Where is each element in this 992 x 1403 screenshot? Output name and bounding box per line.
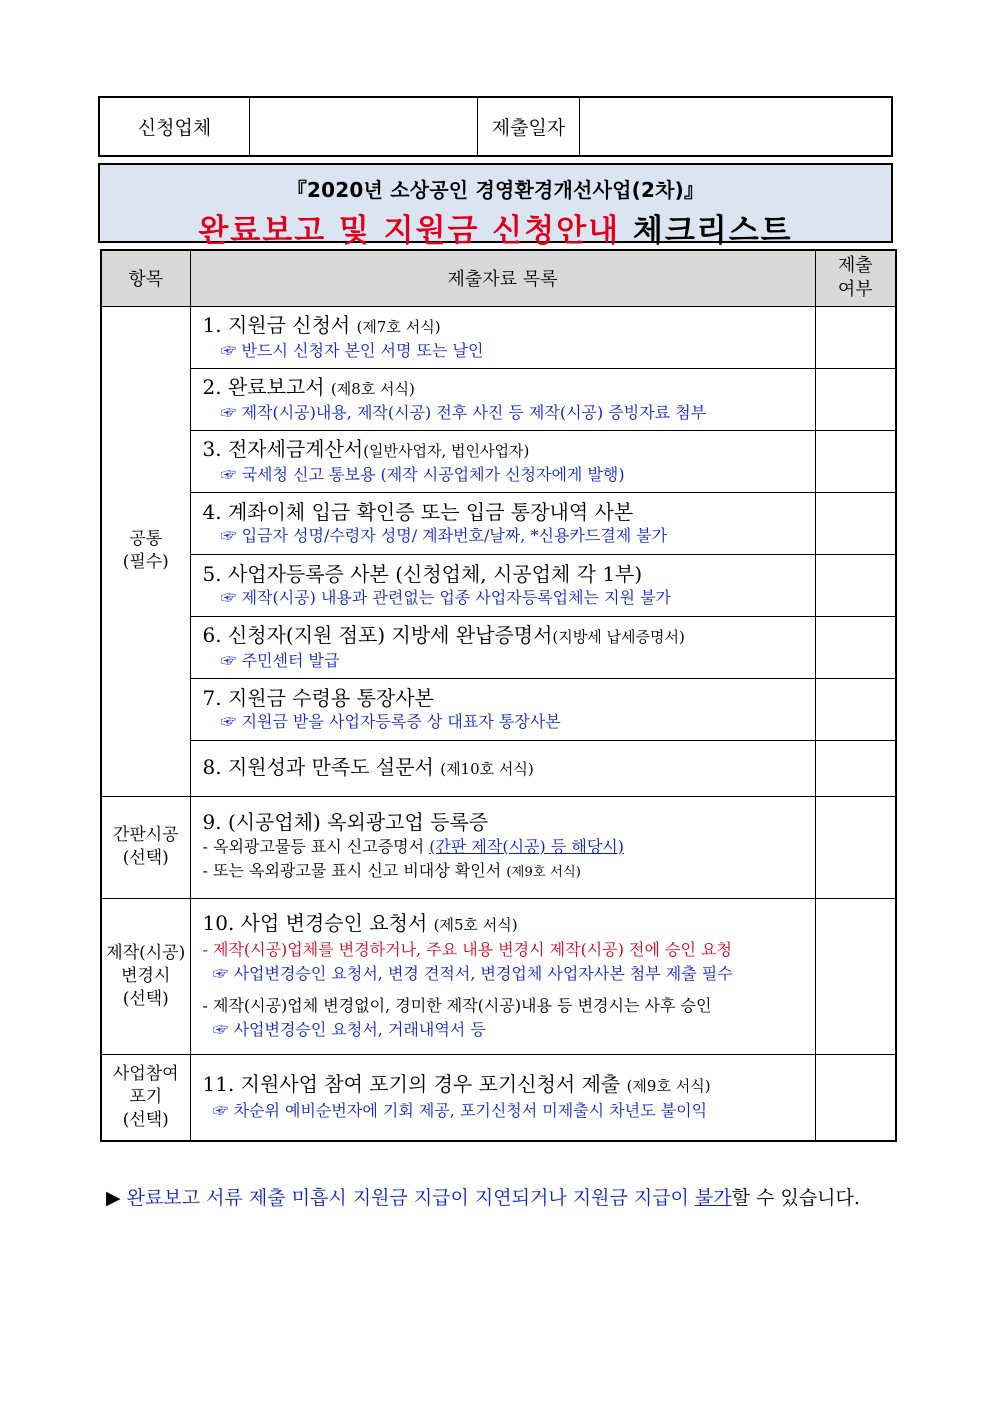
category-signage: 간판시공 (선택): [101, 796, 190, 898]
submission-date-field[interactable]: [580, 98, 891, 155]
table-row: [101, 306, 896, 368]
table-row: [101, 740, 896, 796]
header-submitted: 제출 여부: [815, 250, 896, 306]
submit-check-6[interactable]: [815, 616, 896, 678]
table-row: [101, 898, 896, 1054]
applicant-field[interactable]: [250, 98, 478, 155]
table-row: [101, 1054, 896, 1141]
applicant-label: 신청업체: [100, 98, 250, 155]
checklist-item-6: 6. 신청자(지원 점포) 지방세 완납증명서(지방세 납세증명서) ☞ 주민센터 발급: [190, 616, 815, 678]
title-black-part: 체크리스트: [632, 213, 793, 249]
table-row: [101, 678, 896, 740]
checklist-item-3: 3. 전자세금계산서(일반사업자, 법인사업자) ☞ 국세청 신고 통보용 (제작 시공업체가 신청자에게 발행): [190, 430, 815, 492]
header-documents: 제출자료 목록: [190, 250, 815, 306]
applicant-info-table: [98, 96, 893, 157]
submit-check-11[interactable]: [815, 1054, 896, 1141]
category-common: 공통 (필수): [101, 306, 190, 796]
submit-check-3[interactable]: [815, 430, 896, 492]
checklist-item-2: 2. 완료보고서 (제8호 서식) ☞ 제작(시공)내용, 제작(시공) 전후 사진 등 제작(시공) 증빙자료 첨부: [190, 368, 815, 430]
bullet-icon: ▶: [106, 1187, 121, 1209]
document-title-box: [98, 163, 893, 249]
submit-check-1[interactable]: [815, 306, 896, 368]
checklist-item-5: 5. 사업자등록증 사본 (신청업체, 시공업체 각 1부) ☞ 제작(시공) 내용과 관련없는 업종 사업자등록업체는 지원 불가: [190, 554, 815, 616]
table-header-row: [101, 250, 896, 306]
submit-check-5[interactable]: [815, 554, 896, 616]
category-giveup: 사업참여 포기 (선택): [101, 1054, 190, 1141]
checklist-item-7: 7. 지원금 수령용 통장사본 ☞ 지원금 받을 사업자등록증 상 대표자 통장사본: [190, 678, 815, 740]
checklist-table: [100, 249, 897, 1142]
table-row: [101, 616, 896, 678]
submit-check-9[interactable]: [815, 796, 896, 898]
footer-notice: ▶ 완료보고 서류 제출 미흡시 지원금 지급이 지연되거나 지원금 지급이 불가할 수 있습니다.: [106, 1187, 860, 1209]
page-title: [100, 205, 891, 250]
table-row: [101, 492, 896, 554]
category-change: 제작(시공) 변경시 (선택): [101, 898, 190, 1054]
program-subtitle: 『2020년 소상공인 경영환경개선사업(2차)』: [286, 178, 705, 202]
submit-check-4[interactable]: [815, 492, 896, 554]
submit-check-10[interactable]: [815, 898, 896, 1054]
submission-date-label: 제출일자: [478, 98, 580, 155]
table-row: [101, 368, 896, 430]
checklist-item-10: 10. 사업 변경승인 요청서 (제5호 서식) - 제작(시공)업체를 변경하거나, 주요 내용 변경시 제작(시공) 전에 승인 요청 ☞ 사업변경승인 요청서, 변경 견적서, 변경업체 사업자사본 첨부 제출 필수 - 제작(시공)업체 변경없이, 경미한 제작(시공)내용 등 변경시는 사후 승인 ☞ 사업변경승인 요청서, 거래내역서 등: [190, 898, 815, 1054]
header-category: 항목: [101, 250, 190, 306]
table-row: [101, 554, 896, 616]
checklist-item-9: 9. (시공업체) 옥외광고업 등록증 - 옥외광고물등 표시 신고증명서 (간판 제작(시공) 등 해당시) - 또는 옥외광고물 표시 신고 비대상 확인서 (제9호 서식): [190, 796, 815, 898]
submit-check-7[interactable]: [815, 678, 896, 740]
submit-check-2[interactable]: [815, 368, 896, 430]
checklist-item-11: 11. 지원사업 참여 포기의 경우 포기신청서 제출 (제9호 서식) ☞ 차순위 예비순번자에 기회 제공, 포기신청서 미제출시 차년도 불이익: [190, 1054, 815, 1141]
title-red-part: 완료보고 및 지원금 신청안내: [198, 213, 621, 249]
checklist-item-4: 4. 계좌이체 입금 확인증 또는 입금 통장내역 사본 ☞ 입금자 성명/수령자 성명/ 계좌번호/날짜, *신용카드결제 불가: [190, 492, 815, 554]
submit-check-8[interactable]: [815, 740, 896, 796]
checklist-item-8: 8. 지원성과 만족도 설문서 (제10호 서식): [190, 740, 815, 796]
table-row: [101, 796, 896, 898]
table-row: [101, 430, 896, 492]
checklist-item-1: 1. 지원금 신청서 (제7호 서식) ☞ 반드시 신청자 본인 서명 또는 날인: [190, 306, 815, 368]
